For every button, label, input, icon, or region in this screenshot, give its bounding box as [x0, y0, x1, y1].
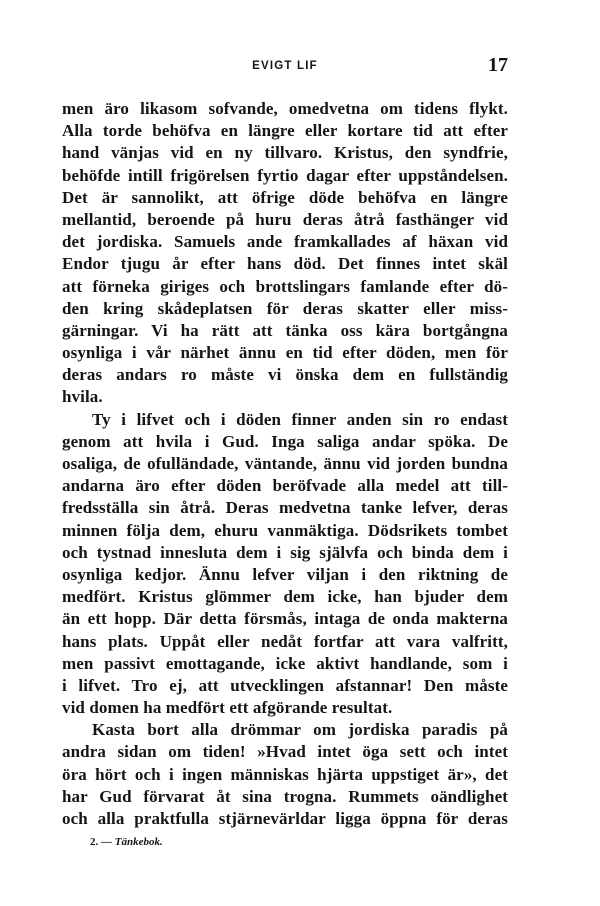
text-line: öra hört och i ingen människas hjärta uppstiget är», det	[62, 764, 508, 784]
text-line: osynliga i vår närhet ännu en tid efter döden, men för	[62, 343, 508, 363]
book-page	[62, 52, 508, 848]
text-line: genom att hvila i Gud. Inga saliga andar spöka. De	[62, 431, 508, 451]
text-line: och tystnad innesluta dem i sig självfa och binda dem i	[62, 542, 508, 562]
text-line: och alla praktfulla stjärnevärldar ligga öppna för deras	[62, 809, 508, 828]
text-line: vid domen ha medfört ett afgörande resultat.	[62, 698, 393, 718]
text-line: gärningar. Vi ha rätt att tänka oss kära bortgångna	[62, 320, 508, 340]
text-line: medfört. Kristus glömmer dem icke, han bjuder dem	[62, 587, 508, 607]
text-line: men passivt emottagande, icke aktivt handlande, som i	[62, 653, 508, 673]
text-line: Ty i lifvet och i döden finner anden sin ro endast	[92, 409, 508, 429]
text-line: Endor tjugu år efter hans död. Det finnes intet skäl	[62, 254, 508, 274]
running-title: EVIGT LIF	[252, 60, 318, 72]
text-line: men äro likasom sofvande, omedvetna om tidens flykt.	[62, 99, 508, 118]
text-line: att förneka giriges och brottslingars famlande efter dö-	[62, 276, 508, 296]
text-line: osynliga kedjor. Ännu lefver viljan i den riktning de	[62, 564, 508, 584]
text-line: hans plats. Uppåt eller nedåt fortfar att vara valfritt,	[62, 631, 508, 651]
text-line: har Gud förvarat åt sina trogna. Rummets oändlighet	[62, 786, 508, 806]
running-head	[62, 52, 508, 82]
text-line: behöfde intill frigörelsen fyrtio dagar efter uppståndelsen.	[62, 165, 508, 185]
text-line: fredsställa sin åtrå. Deras medvetna tanke lefver, deras	[62, 498, 508, 518]
text-line: Det är sannolikt, att öfrige döde behöfva en längre	[62, 187, 508, 207]
signature-number: 2. —	[90, 836, 112, 849]
text-line: hvila.	[62, 387, 103, 407]
text-line: Kasta bort alla drömmar om jordiska paradis på	[92, 720, 508, 740]
text-line: deras andars ro måste vi önska dem en fullständig	[62, 365, 508, 385]
text-line: i lifvet. Tro ej, att utvecklingen afstannar! Den måste	[62, 675, 508, 695]
text-line: osaliga, de ofulländade, väntande, ännu vid jorden bundna	[62, 454, 508, 473]
text-line: minnen följa dem, ehuru vanmäktiga. Dödsrikets tombet	[62, 520, 508, 540]
text-line: hand vänjas vid en ny tillvaro. Kristus, den syndfrie,	[62, 143, 508, 163]
body-text	[62, 98, 508, 830]
signature-mark	[62, 836, 508, 848]
text-line: än ett hopp. Där detta försmås, intaga de onda makterna	[62, 609, 508, 629]
text-line: andarna äro efter döden beröfvade alla medel att till-	[62, 476, 508, 496]
text-line: Alla torde behöfva en längre eller kortare tid att efter	[62, 121, 508, 141]
page-number: 17	[488, 54, 508, 76]
text-line: andra sidan om tiden! »Hvad intet öga sett och intet	[62, 742, 508, 762]
text-line: den kring skådeplatsen för deras skatter eller miss-	[62, 298, 508, 318]
text-line: mellantid, beroende på huru deras åtrå fasthänger vid	[62, 209, 508, 229]
signature-title: Tänkebok.	[114, 836, 163, 849]
text-line: det jordiska. Samuels ande framkallades af häxan vid	[62, 232, 508, 252]
